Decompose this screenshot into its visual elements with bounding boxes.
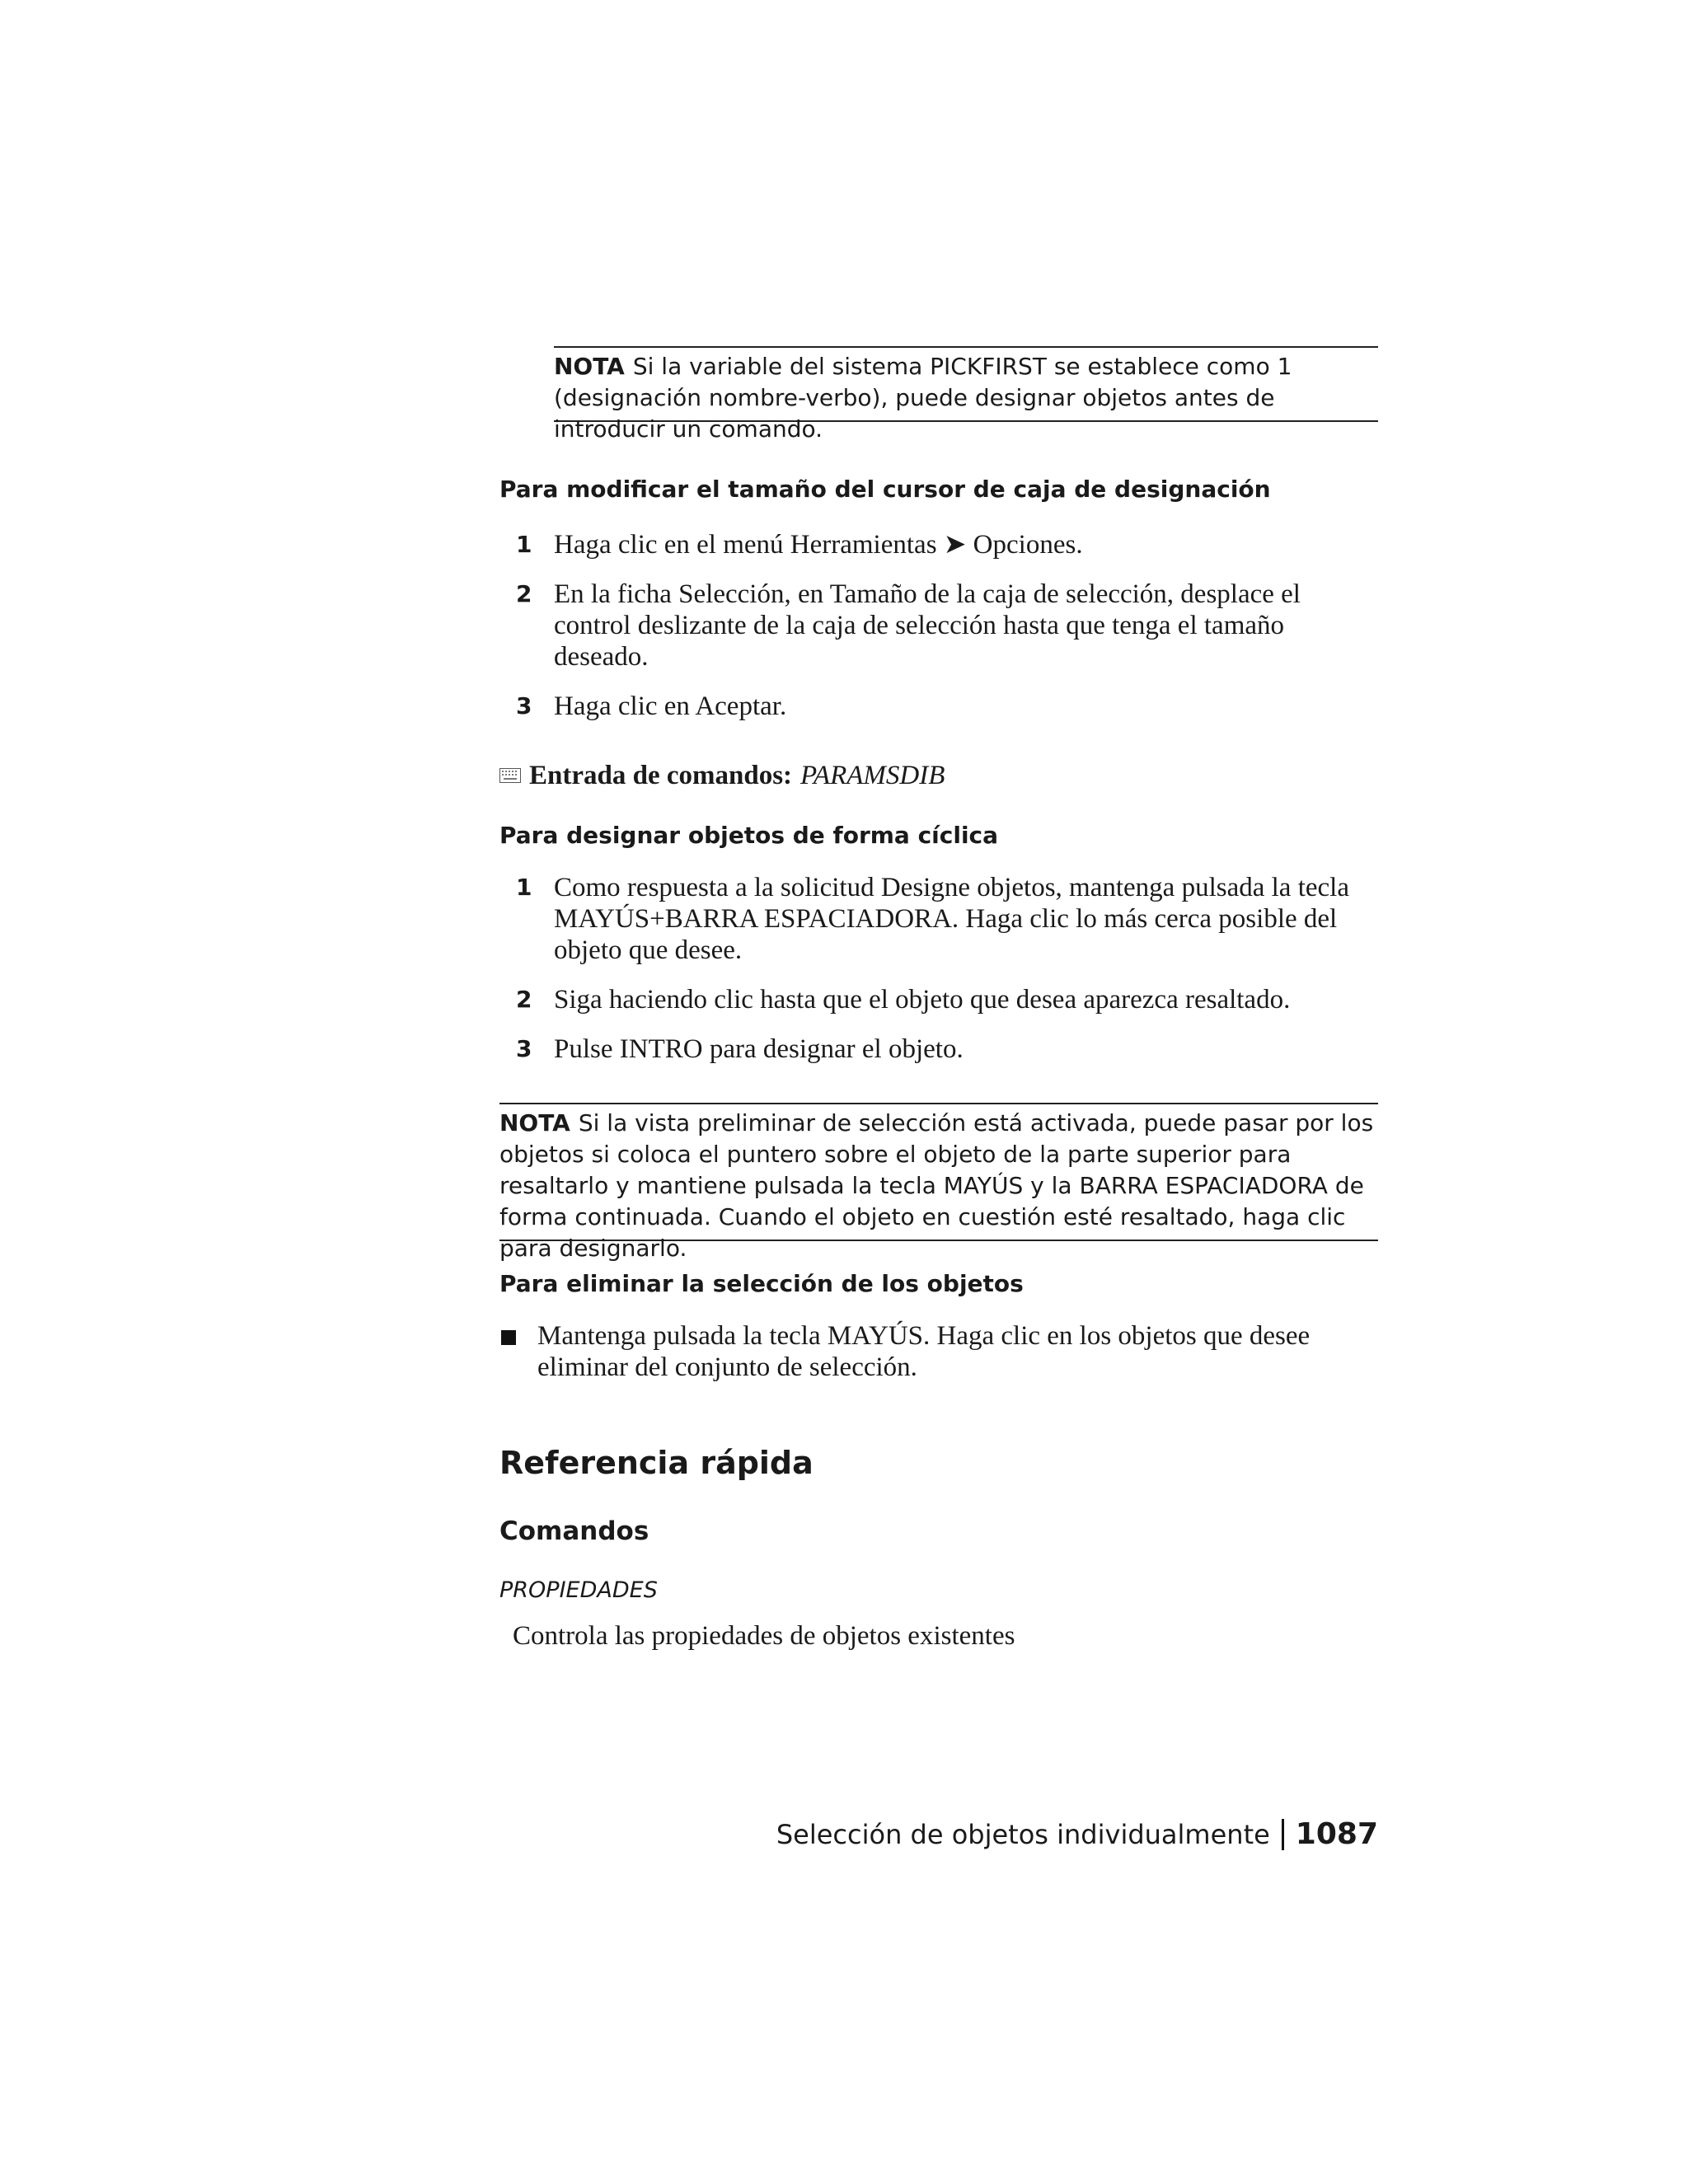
steps-list bbox=[499, 529, 1378, 740]
step-number: 1 bbox=[516, 874, 532, 901]
page-number: 1087 bbox=[1295, 1817, 1378, 1851]
command-entry-value: PARAMSDIB bbox=[800, 761, 945, 790]
page-footer bbox=[776, 1818, 1378, 1851]
note-text: Si la variable del sistema PICKFIRST se establece como 1 (designación nombre-verbo), puede designar objetos antes de introducir un comando. bbox=[554, 353, 1292, 443]
bullet-item bbox=[499, 1320, 1378, 1383]
note-label: NOTA bbox=[499, 1109, 570, 1137]
footer-divider bbox=[1282, 1819, 1284, 1850]
step-item bbox=[499, 691, 1378, 722]
command-name: PROPIEDADES bbox=[499, 1577, 658, 1603]
procedure-heading: Para eliminar la selección de los objetos bbox=[499, 1270, 1024, 1297]
command-entry bbox=[499, 760, 945, 791]
note-box bbox=[499, 1103, 1378, 1262]
procedure-heading: Para designar objetos de forma cíclica bbox=[499, 822, 999, 849]
footer-section-title: Selección de objetos individualmente bbox=[776, 1819, 1270, 1850]
step-text: Pulse INTRO para designar el objeto. bbox=[554, 1034, 964, 1064]
procedure-heading: Para modificar el tamaño del cursor de caja de designación bbox=[499, 476, 1271, 503]
step-item bbox=[499, 872, 1378, 966]
command-description: Controla las propiedades de objetos existentes bbox=[513, 1621, 1015, 1651]
step-item bbox=[499, 1033, 1378, 1065]
step-number: 2 bbox=[516, 580, 532, 607]
step-item bbox=[499, 529, 1378, 560]
step-text: Haga clic en el menú Herramientas ➤ Opciones. bbox=[554, 530, 1083, 560]
step-text: En la ficha Selección, en Tamaño de la caja de selección, desplace el control deslizante de la caja de selección hasta que tenga el tamaño deseado. bbox=[554, 579, 1301, 672]
note-box bbox=[554, 346, 1378, 443]
square-bullet-icon bbox=[501, 1330, 516, 1345]
quick-reference-title: Referencia rápida bbox=[499, 1445, 814, 1481]
step-text: Como respuesta a la solicitud Designe objetos, mantenga pulsada la tecla MAYÚS+BARRA ESPACIADORA. Haga clic lo más cerca posible del objeto que desee. bbox=[554, 873, 1349, 965]
step-item bbox=[499, 579, 1378, 673]
step-number: 1 bbox=[516, 531, 532, 558]
note-text: Si la vista preliminar de selección está activada, puede pasar por los objetos si coloca el puntero sobre el objeto de la parte superior para resaltarlo y mantiene pulsada la tecla MAYÚS y la BARRA ESPACIADORA de forma continuada. Cuando el objeto en cuestión esté resaltado, haga clic para designarlo. bbox=[499, 1109, 1374, 1262]
commands-title: Comandos bbox=[499, 1516, 649, 1546]
keyboard-icon bbox=[499, 768, 521, 783]
step-number: 2 bbox=[516, 986, 532, 1013]
command-entry-label: Entrada de comandos: bbox=[529, 761, 793, 790]
bullet-text: Mantenga pulsada la tecla MAYÚS. Haga clic en los objetos que desee eliminar del conjunto de selección. bbox=[537, 1321, 1311, 1382]
step-item bbox=[499, 984, 1378, 1015]
note-label: NOTA bbox=[554, 353, 625, 380]
step-text: Siga haciendo clic hasta que el objeto que desea aparezca resaltado. bbox=[554, 985, 1291, 1015]
step-number: 3 bbox=[516, 692, 532, 719]
step-text: Haga clic en Aceptar. bbox=[554, 691, 787, 721]
steps-list bbox=[499, 872, 1378, 1083]
step-number: 3 bbox=[516, 1035, 532, 1062]
